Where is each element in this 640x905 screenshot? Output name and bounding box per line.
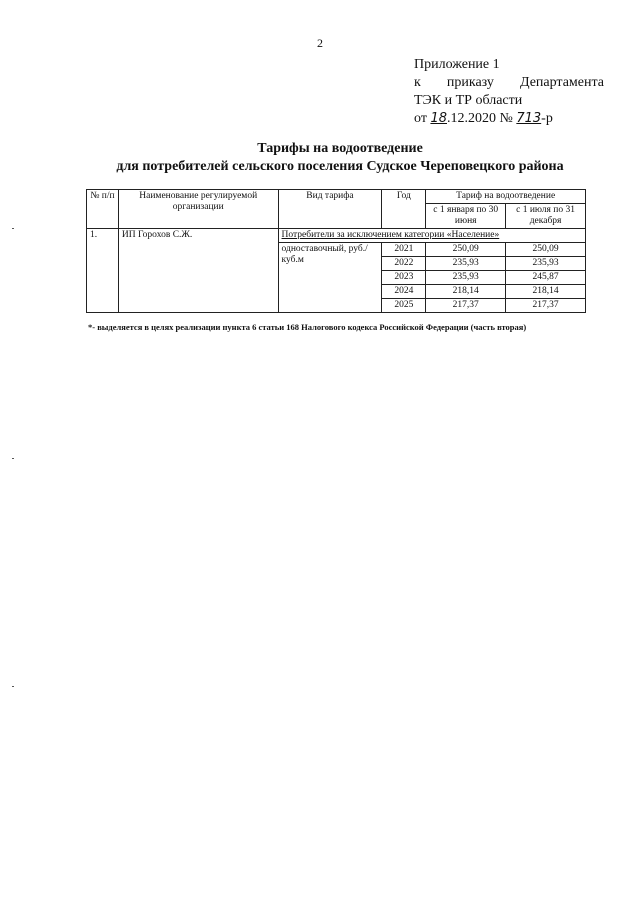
footnote: *- выделяется в целях реализации пункта 6 статьи 168 Налогового кодекса Российской Федерации (часть вторая) [88,322,527,332]
scan-mark [12,228,14,229]
tariff-h2-cell: 250,09 [506,243,586,257]
title-line-1: Тарифы на водоотведение [257,141,423,156]
appendix-block [414,56,604,128]
row-tariff-type: одноставочный, руб./куб.м [278,243,382,313]
appendix-line-3: ТЭК и ТР области [414,93,523,108]
handwritten-order-number: 713 [516,111,542,126]
appendix-line-4 [414,110,604,128]
tariff-h1-cell: 250,09 [426,243,506,257]
tariff-h2-cell: 217,37 [506,299,586,313]
header-type: Вид тарифа [278,190,382,229]
row-org: ИП Горохов С.Ж. [118,229,278,313]
tariff-table [86,189,586,313]
table-row [87,229,586,243]
row-category: Потребители за исключением категории «Население» [278,229,585,243]
header-half1: с 1 января по 30 июня [426,204,506,229]
table-header-row [87,190,586,204]
handwritten-day: 18 [430,111,447,126]
year-cell: 2025 [382,299,426,313]
document-title [0,140,640,176]
appendix-date-prefix: от [414,111,427,126]
appendix-word-3: Департамента [519,75,604,90]
appendix-line-2 [414,74,604,92]
tariff-h2-cell: 218,14 [506,285,586,299]
scan-mark [12,686,14,687]
appendix-suffix: -р [541,111,553,126]
appendix-line-1: Приложение 1 [414,57,500,72]
tariff-h1-cell: 235,93 [426,271,506,285]
header-tariff: Тариф на водоотведение [426,190,586,204]
tariff-h1-cell: 217,37 [426,299,506,313]
appendix-word-2: приказу [446,75,494,90]
year-cell: 2024 [382,285,426,299]
appendix-word-1: к [414,75,421,90]
tariff-h2-cell: 245,87 [506,271,586,285]
header-year: Год [382,190,426,229]
tariff-h2-cell: 235,93 [506,257,586,271]
header-org: Наименование регулируемой организации [118,190,278,229]
header-num: № п/п [87,190,119,229]
year-cell: 2022 [382,257,426,271]
header-half2: с 1 июля по 31 декабря [506,204,586,229]
title-line-2: для потребителей сельского поселения Судское Череповецкого района [116,159,564,174]
year-cell: 2023 [382,271,426,285]
scan-mark [12,458,14,459]
row-num: 1. [87,229,119,313]
tariff-h1-cell: 218,14 [426,285,506,299]
tariff-h1-cell: 235,93 [426,257,506,271]
year-cell: 2021 [382,243,426,257]
appendix-date: .12.2020 № [446,111,513,126]
page-number: 2 [317,36,323,50]
